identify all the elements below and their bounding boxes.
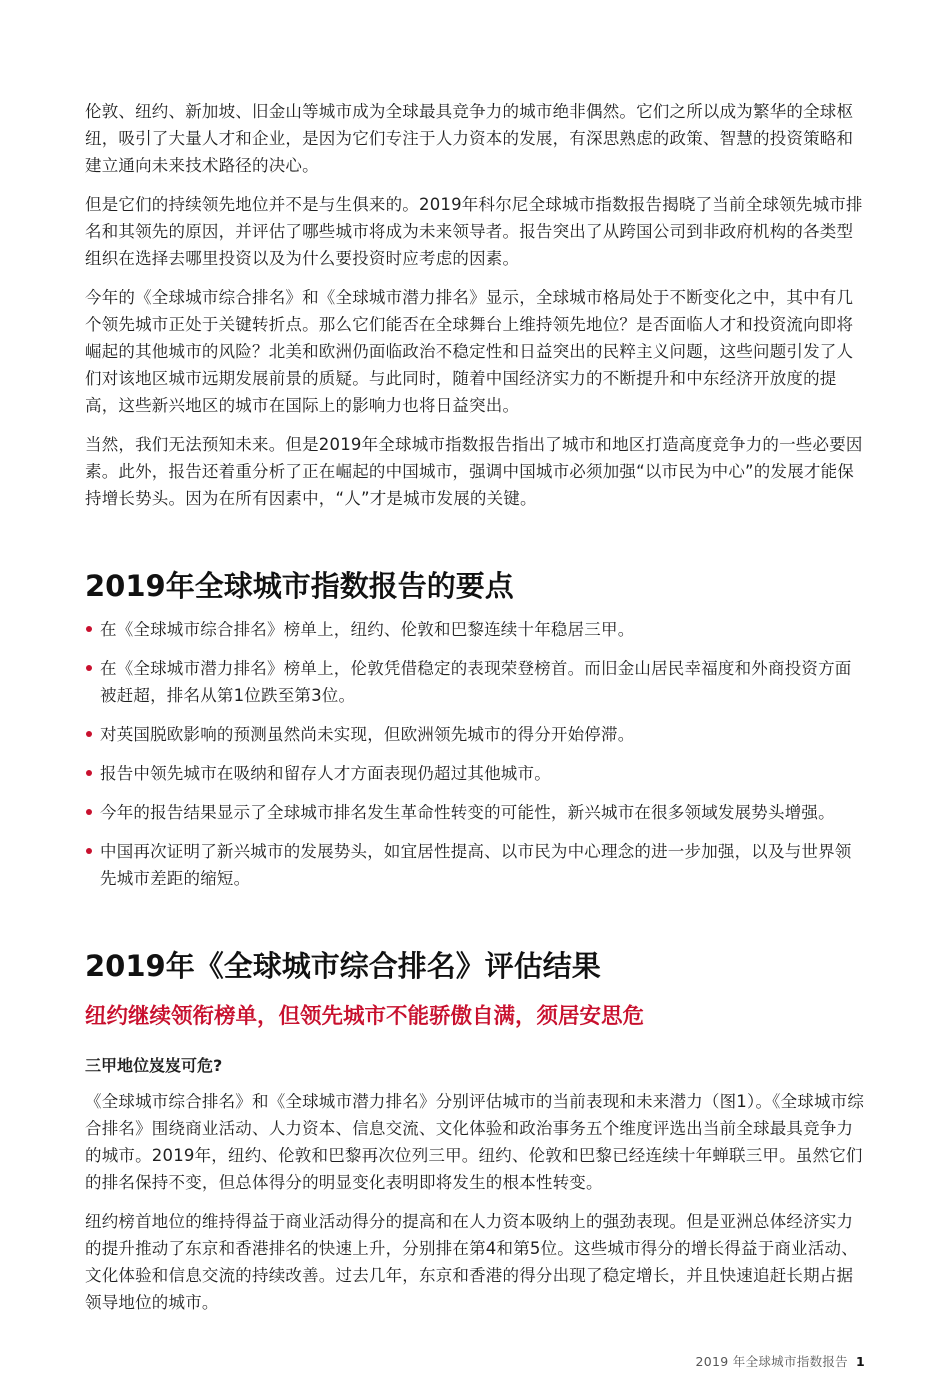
results-subheading: 纽约继续领衔榜单，但领先城市不能骄傲自满，须居安思危: [85, 1004, 645, 1029]
page-number: 1: [856, 1354, 865, 1369]
list-item-text: 中国再次证明了新兴城市的发展势头，如宜居性提高、以市民为中心理念的进一步加强，以及与世界领先城市差距的缩短。: [100, 842, 852, 888]
intro-paragraph: 伦敦、纽约、新加坡、旧金山等城市成为全球最具竞争力的城市绝非偶然。它们之所以成为繁华的全球枢纽，吸引了大量人才和企业，是因为它们专注于人力资本的发展，有深思熟虑的政策、智慧的投资策略和建立通向未来技术路径的决心。: [85, 102, 854, 175]
intro-paragraph: 今年的《全球城市综合排名》和《全球城市潜力排名》显示，全球城市格局处于不断变化之中，其中有几个领先城市正处于关键转折点。那么它们能否在全球舞台上维持领先地位？是否面临人才和投资流向即将崛起的其他城市的风险？北美和欧洲仍面临政治不稳定性和日益突出的民粹主义问题，这些问题引发了人们对该地区城市远期发展前景的质疑。与此同时，随着中国经济实力的不断提升和中东经济开放度的提高，这些新兴地区的城市在国际上的影响力也将日益突出。: [85, 288, 854, 415]
list-item-text: 在《全球城市潜力排名》榜单上，伦敦凭借稳定的表现荣登榜首。而旧金山居民幸福度和外商投资方面被赶超，排名从第1位跌至第3位。: [100, 659, 852, 705]
results-section: [85, 948, 867, 1316]
intro-section: [85, 98, 867, 512]
list-item: [85, 721, 867, 748]
list-item: [85, 760, 867, 787]
results-heading: 2019年《全球城市综合排名》评估结果: [85, 949, 601, 983]
results-paragraph: 纽约榜首地位的维持得益于商业活动得分的提高和在人力资本吸纳上的强劲表现。但是亚洲总体经济实力的提升推动了东京和香港排名的快速上升，分别排在第4和第5位。这些城市得分的增长得益于商业活动、文化体验和信息交流的持续改善。过去几年，东京和香港的得分出现了稳定增长，并且快速追赶长期占据领导地位的城市。: [85, 1212, 858, 1312]
footer-report-title: 2019 年全球城市指数报告: [695, 1354, 848, 1369]
key-points-section: [85, 568, 867, 892]
document-page: [85, 98, 867, 1328]
bullet-dot-icon: [86, 665, 92, 671]
bullet-dot-icon: [86, 770, 92, 776]
bullet-dot-icon: [86, 809, 92, 815]
list-item-text: 报告中领先城市在吸纳和留存人才方面表现仍超过其他城市。: [100, 764, 551, 783]
key-points-heading: 2019年全球城市指数报告的要点: [85, 569, 514, 603]
bullet-dot-icon: [86, 848, 92, 854]
list-item: [85, 655, 867, 709]
list-item: [85, 799, 867, 826]
bullet-dot-icon: [86, 731, 92, 737]
list-item-text: 今年的报告结果显示了全球城市排名发生革命性转变的可能性，新兴城市在很多领域发展势头增强。: [100, 803, 835, 822]
list-item: [85, 838, 867, 892]
list-item-text: 对英国脱欧影响的预测虽然尚未实现，但欧洲领先城市的得分开始停滞。: [100, 725, 635, 744]
results-paragraph: 《全球城市综合排名》和《全球城市潜力排名》分别评估城市的当前表现和未来潜力（图1）。《全球城市综合排名》围绕商业活动、人力资本、信息交流、文化体验和政治事务五个维度评选出当前全球最具竞争力的城市。2019年，纽约、伦敦和巴黎再次位列三甲。纽约、伦敦和巴黎已经连续十年蝉联三甲。虽然它们的排名保持不变，但总体得分的明显变化表明即将发生的根本性转变。: [85, 1092, 865, 1192]
intro-paragraph: 当然，我们无法预知未来。但是2019年全球城市指数报告指出了城市和地区打造高度竞争力的一些必要因素。此外，报告还着重分析了正在崛起的中国城市，强调中国城市必须加强“以市民为中心”的发展才能保持增长势头。因为在所有因素中，“人”才是城市发展的关键。: [85, 435, 863, 508]
bullet-dot-icon: [86, 626, 92, 632]
page-footer: [696, 1352, 866, 1370]
list-item-text: 在《全球城市综合排名》榜单上，纽约、伦敦和巴黎连续十年稳居三甲。: [100, 620, 635, 639]
list-item: [85, 616, 867, 643]
intro-paragraph: 但是它们的持续领先地位并不是与生俱来的。2019年科尔尼全球城市指数报告揭晓了当前全球领先城市排名和其领先的原因，并评估了哪些城市将成为未来领导者。报告突出了从跨国公司到非政府机构的各类型组织在选择去哪里投资以及为什么要投资时应考虑的因素。: [85, 195, 863, 268]
key-points-list: [85, 616, 867, 892]
subsection-title: 三甲地位岌岌可危?: [85, 1056, 223, 1075]
